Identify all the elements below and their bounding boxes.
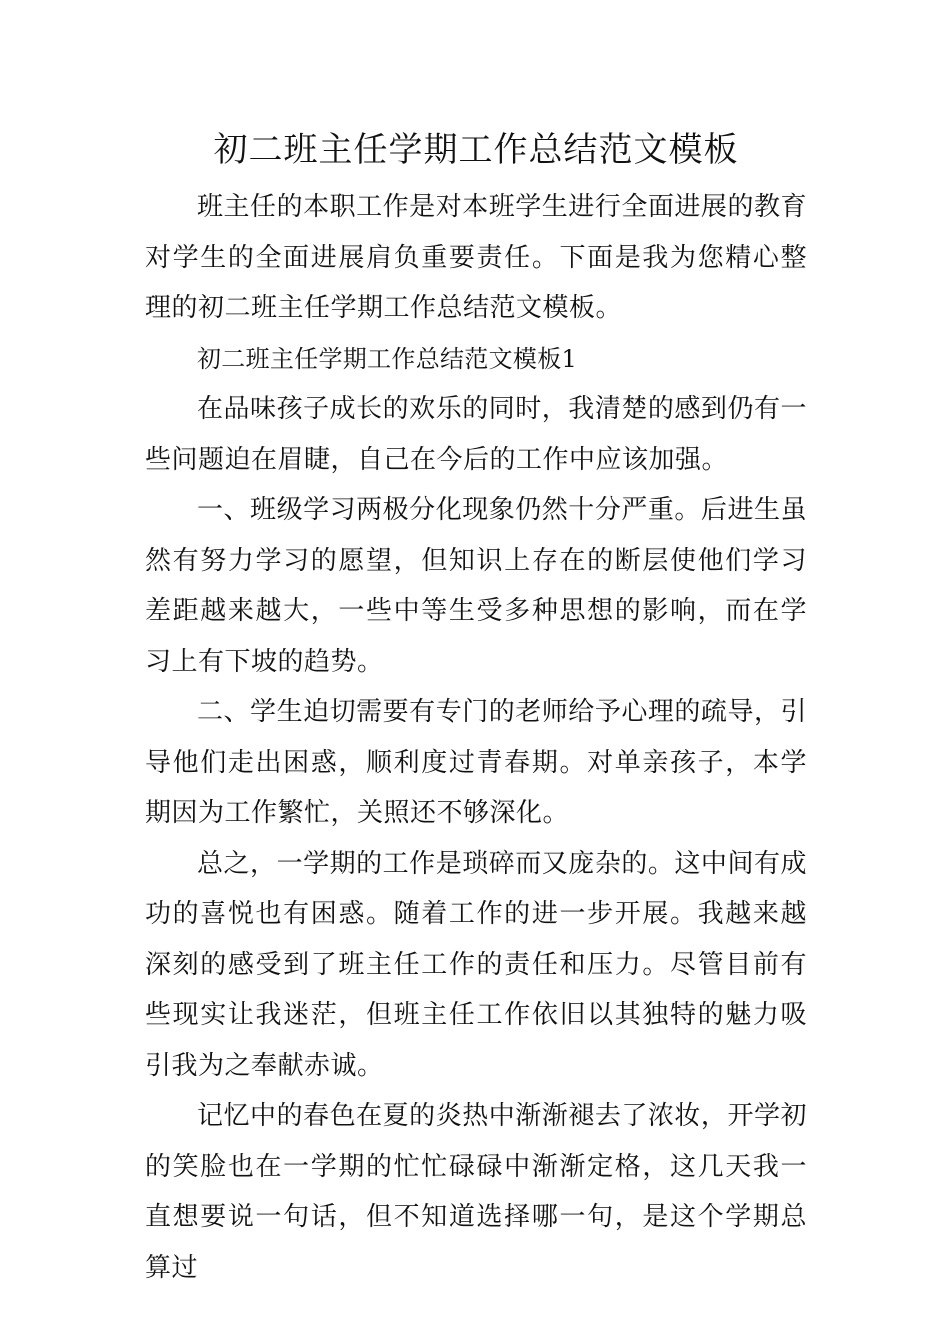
paragraph: 总之，一学期的工作是琐碎而又庞杂的。这中间有成功的喜悦也有困惑。随着工作的进一步开展。我越来越深刻的感受到了班主任工作的责任和压力。尽管目前有些现实让我迷茫，但班主任工作依旧以其独特的魅力吸引我为之奉献赤诚。 (145, 848, 807, 1081)
section-heading: 初二班主任学期工作总结范文模板1 (197, 344, 578, 373)
paragraph: 记忆中的春色在夏的炎热中渐渐褪去了浓妆，开学初的笑脸也在一学期的忙忙碌碌中渐渐定格，这几天我一直想要说一句话，但不知道选择哪一句，是这个学期总算过 (145, 1101, 807, 1283)
paragraph: 在品味孩子成长的欢乐的同时，我清楚的感到仍有一些问题迫在眉睫，自己在今后的工作中应该加强。 (145, 394, 807, 475)
document-title: 初二班主任学期工作总结范文模板 (213, 130, 739, 170)
paragraph-intro: 班主任的本职工作是对本班学生进行全面进展的教育对学生的全面进展肩负重要责任。下面是我为您精心整理的初二班主任学期工作总结范文模板。 (145, 192, 807, 323)
paragraph: 二、学生迫切需要有专门的老师给予心理的疏导，引导他们走出困惑，顺利度过青春期。对单亲孩子，本学期因为工作繁忙，关照还不够深化。 (145, 697, 807, 828)
document-page (145, 118, 807, 1293)
paragraph: 一、班级学习两极分化现象仍然十分严重。后进生虽然有努力学习的愿望，但知识上存在的断层使他们学习差距越来越大，一些中等生受多种思想的影响，而在学习上有下坡的趋势。 (145, 495, 807, 677)
